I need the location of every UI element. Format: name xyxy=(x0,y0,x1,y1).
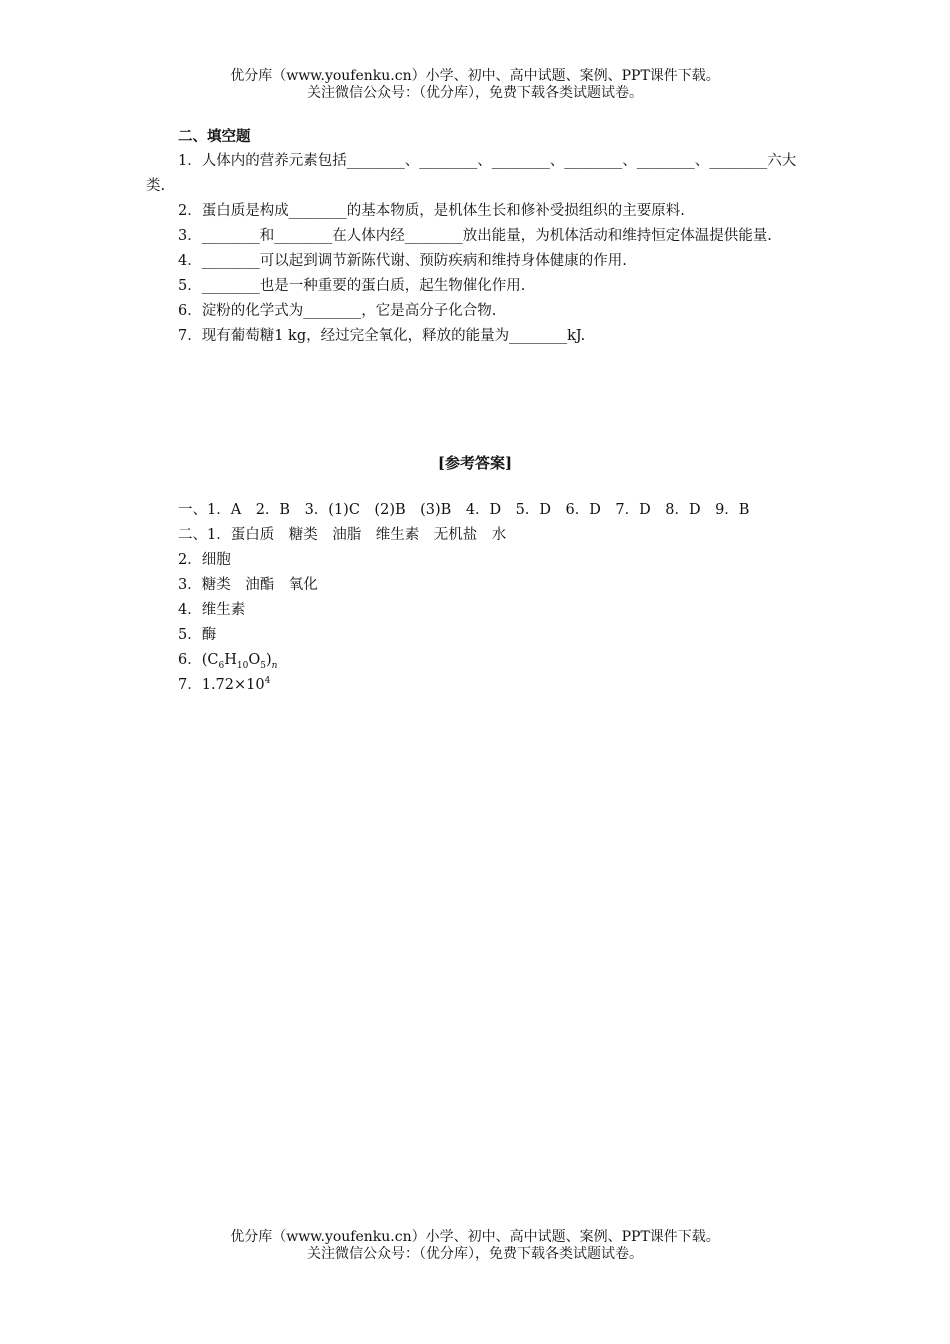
formula-sub-c: 6 xyxy=(218,660,225,671)
answer-line-2: 二、1．蛋白质 糖类 油脂 维生素 无机盐 水 xyxy=(178,527,507,543)
question-6: 6．淀粉的化学式为________，它是高分子化合物. xyxy=(178,303,497,319)
answer-line-4: 3．糖类 油酯 氧化 xyxy=(178,577,318,593)
footer-line-2: 关注微信公众号：（优分库），免费下载各类试题试卷。 xyxy=(307,1246,643,1262)
question-7: 7．现有葡萄糖1 kg，经过完全氧化，释放的能量为________kJ. xyxy=(178,328,586,344)
answers-title: [参考答案] xyxy=(437,454,513,472)
page-header xyxy=(0,68,950,102)
formula-sub-n: n xyxy=(271,660,278,671)
header-line-1: 优分库（www.youfenku.cn）小学、初中、高中试题、案例、PPT课件下载。 xyxy=(230,68,720,84)
energy-exponent: 4 xyxy=(264,676,271,687)
footer-line-1: 优分库（www.youfenku.cn）小学、初中、高中试题、案例、PPT课件下载。 xyxy=(230,1229,720,1245)
question-3: 3．________和________在人体内经________放出能量，为机体活动和维持恒定体温提供能量. xyxy=(178,228,772,244)
question-2: 2．蛋白质是构成________的基本物质，是机体生长和修补受损组织的主要原料. xyxy=(178,203,685,219)
answer-line-6: 5．酶 xyxy=(178,627,217,643)
section-title: 二、填空题 xyxy=(178,128,251,145)
formula-close: ) xyxy=(265,652,272,668)
answer-line-1: 一、1．A 2．B 3．(1)C (2)B (3)B 4．D 5．D 6．D 7．D 8．D 9．B xyxy=(178,502,750,518)
question-5: 5．________也是一种重要的蛋白质，起生物催化作用. xyxy=(178,278,526,294)
question-1: 1．人体内的营养元素包括________、________、________、________、________、________六大类. xyxy=(146,153,797,194)
formula-h: H xyxy=(224,652,237,668)
formula-sub-h: 10 xyxy=(236,660,249,671)
answer-line-3: 2．细胞 xyxy=(178,552,231,568)
header-line-2: 关注微信公众号：（优分库），免费下载各类试题试卷。 xyxy=(307,85,643,101)
formula-o: O xyxy=(248,652,261,668)
formula-prefix: 6．(C xyxy=(178,652,219,668)
page-footer xyxy=(0,1229,950,1263)
answer-line-8-energy xyxy=(178,673,818,698)
question-4: 4．________可以起到调节新陈代谢、预防疾病和维持身体健康的作用. xyxy=(178,253,627,269)
answers-list xyxy=(178,498,818,698)
formula-sub-o: 5 xyxy=(260,660,266,671)
answer-line-7-formula xyxy=(178,648,818,673)
answer-line-5: 4．维生素 xyxy=(178,602,246,618)
fill-in-section xyxy=(146,124,808,349)
energy-prefix: 7．1.72×10 xyxy=(178,677,265,693)
